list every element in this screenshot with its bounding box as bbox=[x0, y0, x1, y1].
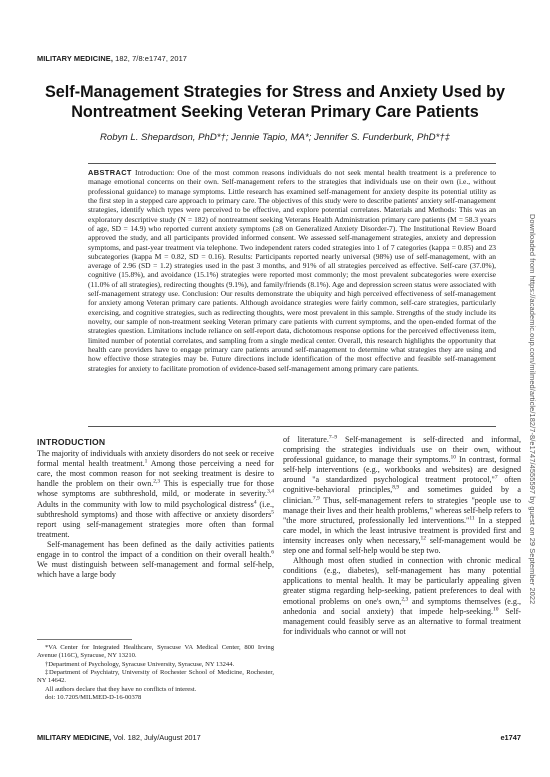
footnote-conflicts: All authors declare that they have no conflicts of interest. bbox=[45, 685, 197, 693]
page-number: e1747 bbox=[500, 733, 521, 742]
footnote-affiliation-1: *VA Center for Integrated Healthcare, Syracuse VA Medical Center, 800 Irving Avenue (116C), Syracuse, NY 13210. bbox=[37, 644, 274, 660]
abstract bbox=[88, 168, 496, 373]
intro-paragraph-2: Self-management has been defined as the daily activities patients engage in to control the impact of a condition on their overall health.$^6$ We must distinguish between self-management and formal self-help, which have a large body bbox=[37, 539, 274, 580]
running-header-journal: MILITARY MEDICINE, bbox=[37, 54, 113, 63]
intro-paragraph-1: The majority of individuals with anxiety disorders do not seek or receive formal mental health treatment.$^1$ Among those perceiving a need for care, the most common reason for not seeking treatment is desire to handle the problem on their own.$^{2,3}$ This is especially true for those whose symptoms are subthreshold, mild, or moderate in severity.$^{3,4}$ Adults in the community with low to mild psychological distress$^4$ (i.e., subthreshold symptoms) and those with affective or anxiety disorders$^5$ report using self-management strategies more often than formal treatment. bbox=[37, 449, 274, 539]
abstract-label: ABSTRACT bbox=[88, 168, 132, 177]
section-heading-introduction: INTRODUCTION bbox=[37, 437, 106, 447]
abstract-text: Introduction: One of the most common reasons individuals do not seek mental health treatment is a preference to manage emotional concerns on their own. Self-management refers to the strategies that individuals use on their own (i.e., without professional guidance) to manage symptoms. Little research has examined self-management for anxiety despite its potential utility as the first step in a stepped care approach to primary care. The objectives of this study were to describe patients' anxiety self-management strategies, identify which types were perceived to be effective, and explore potential correlates. Materials and Methods: This was an exploratory descriptive study (N = 182) of nontreatment seeking Veterans Health Administration primary care patients (M = 58.3 years of age, SD = 14.9) who reported current anxiety symptoms (≥8 on Generalized Anxiety Disorder-7). The Institutional Review Board approved the study, and all participants provided informed consent. We assessed self-management strategies, anxiety and depression symptoms, and past-year treatment via telephone. Two independent raters coded strategies into 1 of 7 categories (kappa = 0.85) and 23 subcategories (kappa M = 0.82, SD = 0.16). Results: Participants reported nearly universal (98%) use of self-management, with an average of 2.96 (SD = 1.2) strategies used in the past 3 months, and 91% of all strategies perceived as effective. Self-care (37.0%), cognitive (15.8%), and avoidance (15.1%) strategies were reported most commonly; the most prevalent subcategories were exercise (11.0% of all strategies), redirecting thoughts (9.1%), and family/friends (8.1%). Age and depression screen status were associated with self-management strategy use. Conclusion: Our results demonstrate the ubiquity and high perceived effectiveness of self-management for anxiety among Veteran primary care patients. Although avoidance strategies were fairly common, self-care strategies, particularly exercising, and cognitive strategies, such as redirecting thoughts, were most prevalent in this sample. Strengths of the study include its novelty, our sample of non-treatment seeking Veteran primary care patients with current symptoms, and the open-ended format of the strategies question. Limitations include reliance on self-report data, dichotomous response options for the perceived effectiveness item, limited number of potential correlates, and sampling from a single medical center. Overall, this research highlights the opportunity that health care providers have to engage primary care patients around self-management to determine what strategies they are using and how effective those strategies may be. Future directions include identification of the most effective and feasible self-management strategies for anxiety to facilitate promotion of evidence-based self-management among primary care patients. bbox=[88, 168, 497, 373]
intro-paragraph-3: Although most often studied in connection with chronic medical conditions (e.g., diabetes), self-management has many potential applications to mental health. It may be particularly appealing given greater stigma regarding help-seeking, patient preferences to deal with emotional problems on one's own,$^{2,3}$ and symptoms themselves (e.g., anhedonia and social anxiety) that impede help-seeking.$^{10}$ Self-management could feasibly serve as an alternative to formal treatment for individuals who cannot or will not bbox=[283, 556, 521, 636]
running-header bbox=[37, 54, 187, 63]
abstract-bottom-rule bbox=[88, 426, 496, 427]
intro-paragraph-2-continued: of literature.$^{7-9}$ Self-management is self-directed and informal, comprising the strategies individuals use on their own, without professional guidance, to manage their symptoms.$^{10}$ In contrast, formal self-help interventions (e.g., workbooks and websites) are designed around "a standardized psychological treatment protocol,"$^7$ often cognitive-behavioral principles,$^{8,9}$ and sometimes guided by a clinician.$^{7,9}$ Thus, self-management refers to strategies "people use to manage their lives and their health problems," whereas self-help refers to "the more structured, professionally led interventions."$^{11}$ In a stepped care model, in which the least intrusive treatment is provided first and intensity increases only when necessary,$^{12}$ self-management would be step one and formal self-help would be step two. bbox=[283, 434, 522, 556]
right-column bbox=[283, 435, 521, 637]
author-list: Robyn L. Shepardson, PhD*†; Jennie Tapio, MA*; Jennifer S. Funderburk, PhD*†‡ bbox=[99, 132, 451, 143]
footer-journal: MILITARY MEDICINE, Vol. 182, July/August 2017 bbox=[37, 733, 201, 742]
running-header-citation: 182, 7/8:e1747, 2017 bbox=[115, 54, 188, 63]
footnote-rule bbox=[37, 639, 132, 640]
footnote-affiliation-3: ‡Department of Psychiatry, University of Rochester School of Medicine, Rochester, NY 14642. bbox=[37, 669, 274, 685]
footnote-doi: doi: 10.7205/MILMED-D-16-00378 bbox=[45, 694, 142, 702]
left-column bbox=[37, 435, 274, 580]
abstract-top-rule bbox=[88, 163, 496, 164]
footnote-affiliation-2: †Department of Psychology, Syracuse University, Syracuse, NY 13244. bbox=[45, 660, 235, 668]
download-watermark: Downloaded from https://academic.oup.com/milmed/article/182/7-8/e1747/4555597 by guest on 29 September 2022 bbox=[528, 214, 537, 605]
article-title: Self-Management Strategies for Stress and Anxiety Used by Nontreatment Seeking Veteran Primary Care Patients bbox=[45, 83, 505, 121]
footnotes bbox=[37, 644, 274, 702]
